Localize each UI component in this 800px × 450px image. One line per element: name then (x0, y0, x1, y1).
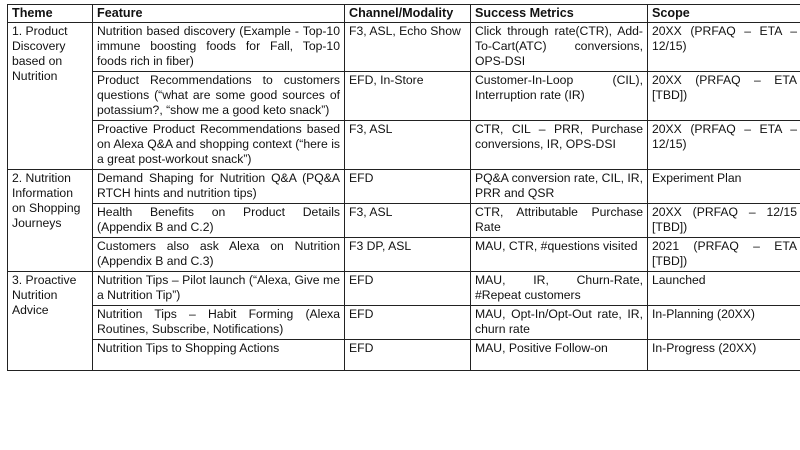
metrics-cell: CTR, CIL – PRR, Purchase conversions, IR, OPS-DSI (471, 121, 648, 170)
scope-cell: Launched (648, 272, 800, 306)
feature-cell: Product Recommendations to customers questions (“what are some good sources of potassium?, “show me a good keto snack”) (93, 72, 345, 121)
feature-cell: Nutrition Tips – Habit Forming (Alexa Routines, Subscribe, Notifications) (93, 306, 345, 340)
metrics-cell: MAU, CTR, #questions visited (471, 238, 648, 272)
feature-cell: Demand Shaping for Nutrition Q&A (PQ&A RTCH hints and nutrition tips) (93, 170, 345, 204)
channel-cell: EFD (345, 170, 471, 204)
scope-cell: In-Planning (20XX) (648, 306, 800, 340)
channel-cell: EFD, In-Store (345, 72, 471, 121)
feature-cell: Customers also ask Alexa on Nutrition (Appendix B and C.3) (93, 238, 345, 272)
table-row (8, 72, 800, 121)
theme-cell: 2. Nutrition Information on Shopping Journeys (8, 170, 93, 272)
table-row (8, 204, 800, 238)
roadmap-table (7, 4, 800, 371)
table-row (8, 272, 800, 306)
scope-cell: 2021 (PRFAQ – ETA [TBD]) (648, 238, 800, 272)
metrics-cell: PQ&A conversion rate, CIL, IR, PRR and QSR (471, 170, 648, 204)
table-row (8, 340, 800, 371)
table-row (8, 23, 800, 72)
table-row (8, 238, 800, 272)
metrics-cell: MAU, Positive Follow-on (471, 340, 648, 371)
table-row (8, 306, 800, 340)
header-scope: Scope (648, 5, 800, 23)
channel-cell: F3, ASL (345, 204, 471, 238)
header-row (8, 5, 800, 23)
table-row (8, 170, 800, 204)
scope-cell: Experiment Plan (648, 170, 800, 204)
metrics-cell: CTR, Attributable Purchase Rate (471, 204, 648, 238)
header-feature: Feature (93, 5, 345, 23)
table-row (8, 121, 800, 170)
header-metrics: Success Metrics (471, 5, 648, 23)
feature-cell: Nutrition based discovery (Example - Top-10 immune boosting foods for Fall, Top-10 foods rich in fiber) (93, 23, 345, 72)
scope-cell: 20XX (PRFAQ – ETA – 12/15) (648, 121, 800, 170)
channel-cell: EFD (345, 340, 471, 371)
feature-cell: Proactive Product Recommendations based on Alexa Q&A and shopping context (“here is a great post-workout snack”) (93, 121, 345, 170)
channel-cell: EFD (345, 306, 471, 340)
scope-cell: In-Progress (20XX) (648, 340, 800, 371)
scope-cell: 20XX (PRFAQ – ETA – 12/15) (648, 23, 800, 72)
metrics-cell: MAU, Opt-In/Opt-Out rate, IR, churn rate (471, 306, 648, 340)
feature-cell: Nutrition Tips – Pilot launch (“Alexa, Give me a Nutrition Tip”) (93, 272, 345, 306)
channel-cell: F3, ASL (345, 121, 471, 170)
channel-cell: F3 DP, ASL (345, 238, 471, 272)
header-channel: Channel/Modality (345, 5, 471, 23)
header-theme: Theme (8, 5, 93, 23)
metrics-cell: Click through rate(CTR), Add-To-Cart(ATC) conversions, OPS-DSI (471, 23, 648, 72)
channel-cell: F3, ASL, Echo Show (345, 23, 471, 72)
feature-cell: Health Benefits on Product Details (Appendix B and C.2) (93, 204, 345, 238)
theme-cell: 1. Product Discovery based on Nutrition (8, 23, 93, 170)
channel-cell: EFD (345, 272, 471, 306)
scope-cell: 20XX (PRFAQ – 12/15 [TBD]) (648, 204, 800, 238)
metrics-cell: Customer-In-Loop (CIL), Interruption rate (IR) (471, 72, 648, 121)
metrics-cell: MAU, IR, Churn-Rate, #Repeat customers (471, 272, 648, 306)
scope-cell: 20XX (PRFAQ – ETA [TBD]) (648, 72, 800, 121)
theme-cell: 3. Proactive Nutrition Advice (8, 272, 93, 371)
feature-cell: Nutrition Tips to Shopping Actions (93, 340, 345, 371)
